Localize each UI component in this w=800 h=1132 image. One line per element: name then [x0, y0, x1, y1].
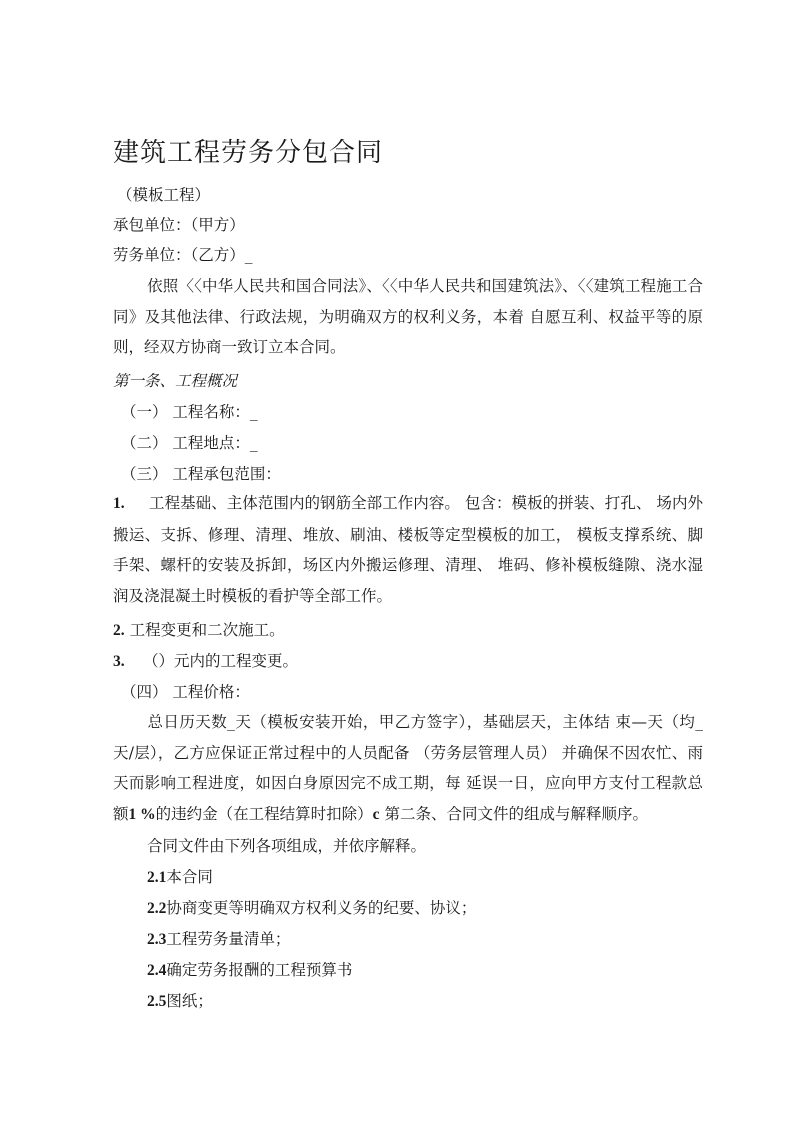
labor-line: 劳务单位：（乙方）_	[113, 246, 253, 264]
price-text-c: c	[372, 805, 380, 823]
item-project-price: （四） 工程价格：	[121, 683, 250, 701]
doc-item-text: 本合同	[166, 868, 213, 886]
doc-item-number: 2.4	[147, 962, 167, 979]
scope3-text: （）元内的工程变更。	[143, 652, 299, 670]
item-project-name: （一） 工程名称：_	[121, 403, 258, 421]
scope1-text: 工程基础、主体范围内的钢筋全部工作内容。 包含：模板的拼装、打孔、 场内外搬运、支拆、修理、清理、堆放、刷油、楼板等定型模板的加工， 模板支撑系统、脚手架、螺杆的安装及拆卸，场区内外搬运修理、清理、 堆码、修补模板缝隙、浇水湿润及浇混凝土时模板的看护等全部工作。	[113, 494, 703, 605]
doc-item	[147, 991, 213, 1012]
scope1-number: 1.	[113, 495, 125, 512]
scope3-number: 3.	[113, 653, 125, 670]
doc-item	[147, 929, 290, 950]
article2-title: 第二条、合同文件的组成与解释顺序。	[379, 804, 648, 823]
article1-title: 第一条、工程概况	[113, 372, 238, 390]
price-text-b: 的违约金（在工程结算时扣除）	[155, 804, 373, 823]
contractor-line: 承包单位：（甲方）	[113, 216, 245, 234]
doc-item	[147, 867, 213, 888]
scope2-text: 工程变更和二次施工。	[129, 621, 285, 639]
docs-intro: 合同文件由下列各项组成，并依序解释。	[147, 837, 427, 855]
subtitle: （模板工程）	[117, 186, 211, 204]
doc-item-text: 图纸；	[166, 992, 213, 1010]
price-text-a: 总日历天数_天（模板安装开始，甲乙方签字），基础层天，主体结 束—天（均_天/层），乙方应保证正常过程中的人员配备 （劳务层管理人员） 并确保不因农忙、雨天而影响工程进度，如因白身原因完不成工期，每 延误一日，应向甲方支付工程款总额	[113, 713, 703, 823]
item-project-location: （二） 工程地点：_	[121, 434, 258, 452]
doc-item-text: 工程劳务量清单；	[166, 930, 291, 948]
item-project-scope: （三） 工程承包范围：	[121, 465, 281, 483]
scope2-number: 2.	[113, 622, 125, 639]
intro-paragraph	[113, 271, 703, 363]
doc-item	[147, 898, 476, 919]
document-title: 建筑工程劳务分包合同	[113, 138, 384, 168]
scope-paragraph-1	[113, 488, 703, 611]
doc-item-number: 2.5	[147, 993, 167, 1010]
doc-item-number: 2.2	[147, 900, 167, 917]
scope-paragraph-3	[113, 651, 298, 672]
doc-item-number: 2.3	[147, 931, 167, 948]
scope-paragraph-2	[113, 620, 285, 641]
doc-item-text: 确定劳务报酬的工程预算书	[166, 961, 353, 979]
intro-text: 依照〈〈中华人民共和国合同法》、〈〈中华人民共和国建筑法》、〈〈建筑工程施工合同》及其他法律、行政法规，为明确双方的权利义务，本着 自愿互利、权益平等的原则，经双方协商一致订立本合同。	[113, 277, 703, 356]
price-paragraph	[113, 707, 703, 830]
doc-item-number: 2.1	[147, 869, 167, 886]
doc-item	[147, 960, 352, 981]
doc-item-text: 协商变更等明确双方权利义务的纪要、协议；	[166, 899, 477, 917]
penalty-percent: 1 %	[128, 805, 156, 823]
